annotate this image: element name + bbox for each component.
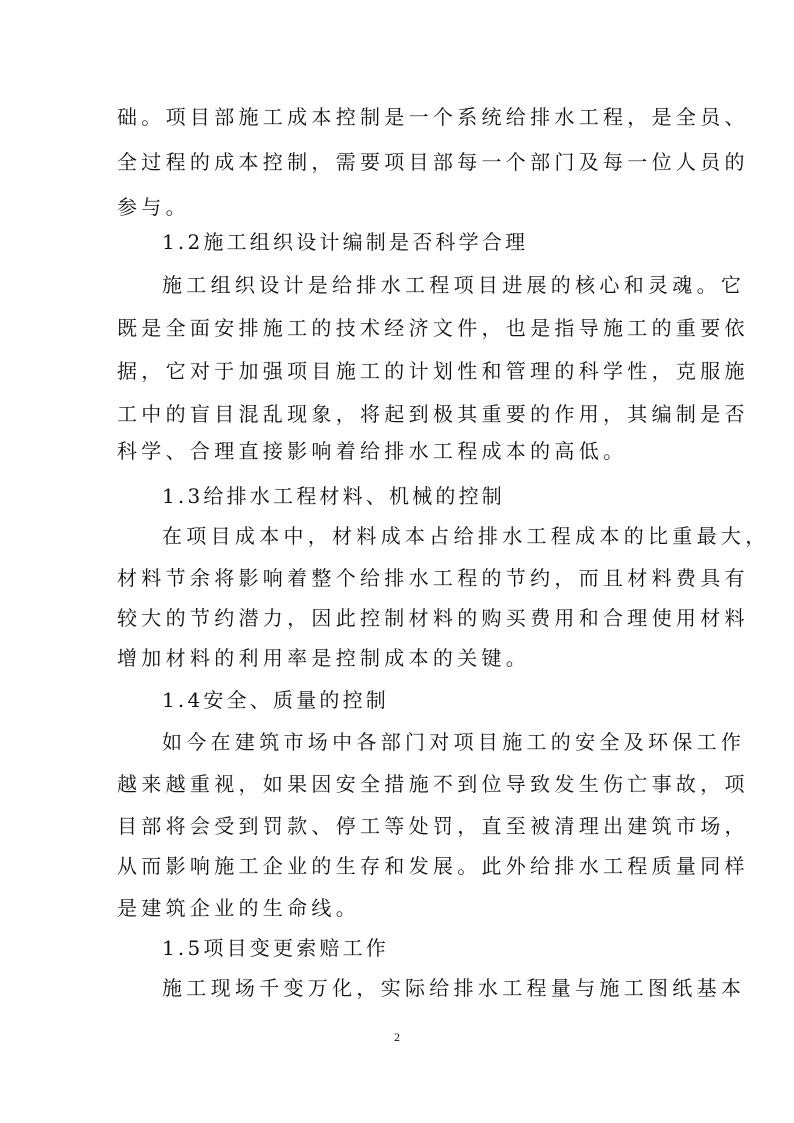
paragraph-line: 如今在建筑市场中各部门对项目施工的安全及环保工作 [162, 730, 746, 754]
paragraph-line: 增加材料的利用率是控制成本的关键。 [117, 646, 531, 670]
paragraph-line: 材料节余将影响着整个给排水工程的节约，而且材料费具有 [117, 566, 749, 590]
paragraph-line: 较大的节约潜力，因此控制材料的购买费用和合理使用材料 [117, 606, 749, 630]
paragraph-line: 础。项目部施工成本控制是一个系统给排水工程，是全员、 [117, 105, 749, 129]
section-heading: 1.3给排水工程材料、机械的控制 [162, 484, 506, 508]
paragraph-line: 施工现场千变万化，实际给排水工程量与施工图纸基本 [162, 976, 746, 1000]
paragraph-line: 目部将会受到罚款、停工等处罚，直至被清理出建筑市场， [117, 814, 749, 838]
paragraph-line: 参与。 [117, 195, 190, 219]
paragraph-line: 全过程的成本控制，需要项目部每一个部门及每一位人员的 [117, 150, 749, 174]
paragraph-line: 据，它对于加强项目施工的计划性和管理的科学性，克服施 [117, 359, 749, 383]
paragraph-line: 工中的盲目混乱现象，将起到极其重要的作用，其编制是否 [117, 402, 749, 426]
paragraph-line: 既是全面安排施工的技术经济文件，也是指导施工的重要依 [117, 316, 749, 340]
paragraph-line: 科学、合理直接影响着给排水工程成本的高低。 [117, 439, 628, 463]
section-heading: 1.4安全、质量的控制 [162, 688, 390, 712]
section-heading: 1.2施工组织设计编制是否科学合理 [162, 230, 529, 254]
paragraph-line: 从而影响施工企业的生存和发展。此外给排水工程质量同样 [117, 854, 749, 878]
paragraph-line: 施工组织设计是给排水工程项目进展的核心和灵魂。它 [162, 273, 746, 297]
paragraph-line: 是建筑企业的生命线。 [117, 896, 360, 920]
section-heading: 1.5项目变更索赔工作 [162, 936, 390, 960]
page-number: 2 [394, 1030, 400, 1044]
paragraph-line: 在项目成本中，材料成本占给排水工程成本的比重最大， [162, 524, 770, 548]
paragraph-line: 越来越重视，如果因安全措施不到位导致发生伤亡事故，项 [117, 772, 749, 796]
